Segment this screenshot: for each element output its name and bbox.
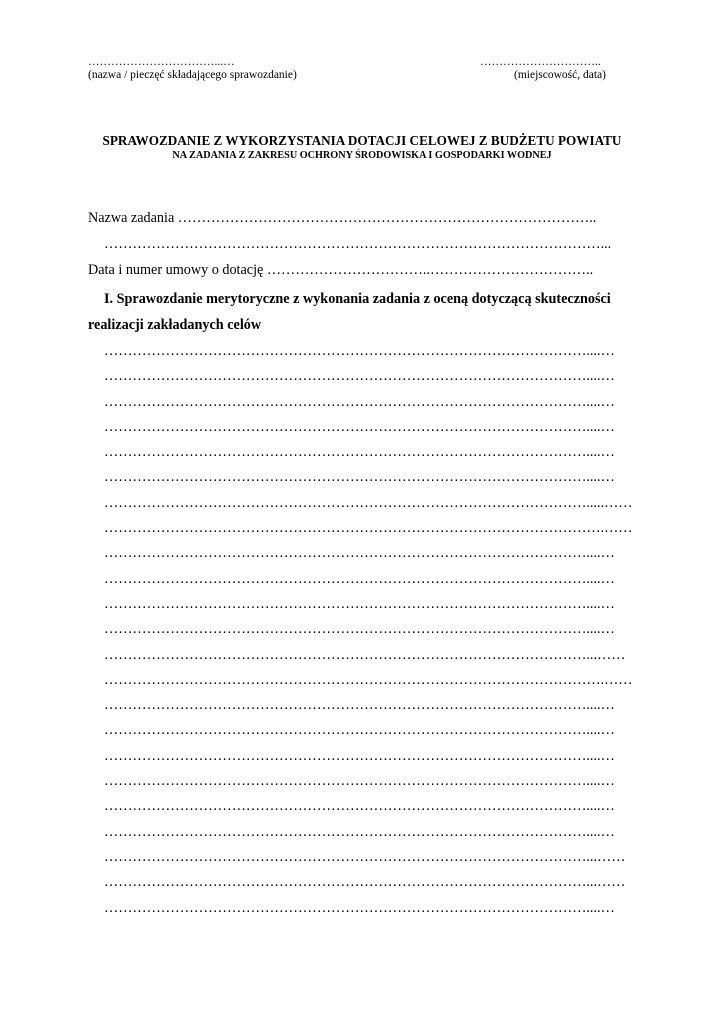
agreement-field[interactable]: Data i numer umowy o dotację ……………………………..…………………………….. bbox=[88, 262, 594, 278]
report-line[interactable]: ………………………………………………………………………………………….....…… bbox=[104, 494, 633, 511]
place-date-dots[interactable]: ………………………….. bbox=[480, 56, 601, 68]
report-line[interactable]: …………………………………………………………………………………………...…… bbox=[104, 646, 626, 663]
report-line[interactable]: …………………………………………………………………………………………....… bbox=[104, 595, 615, 612]
title-main: SPRAWOZDANIE Z WYKORZYSTANIA DOTACJI CELOWEJ Z BUDŻETU POWIATU bbox=[102, 133, 622, 148]
submitter-dots[interactable]: ……………………………...… bbox=[88, 56, 235, 68]
report-line[interactable]: …………………………………………………………………………………………....… bbox=[104, 469, 615, 486]
report-line[interactable]: …………………………………………………………………………………………....… bbox=[104, 545, 615, 562]
report-line[interactable]: …………………………………………………………………………………………....… bbox=[104, 899, 615, 916]
task-name-field[interactable]: Nazwa zadania …………………………………………………………………………….. bbox=[88, 210, 597, 226]
report-line[interactable]: …………………………………………………………………………………………....… bbox=[104, 343, 615, 359]
report-line[interactable]: …………………………………………………………………………………………....… bbox=[104, 773, 615, 790]
task-name-continuation[interactable]: ……………………………………………………………………………………………... bbox=[104, 236, 612, 252]
report-line[interactable]: …………………………………………………………………………………………....… bbox=[104, 418, 615, 435]
place-date-caption: (miejscowość, data) bbox=[514, 69, 606, 81]
report-line[interactable]: …………………………………………………………………………………………....… bbox=[104, 393, 615, 410]
report-line[interactable]: …………………………………………………………………………………………....… bbox=[104, 444, 615, 461]
report-line[interactable]: …………………………………………………………………………………………….…… bbox=[104, 520, 633, 537]
report-line[interactable]: …………………………………………………………………………………………....… bbox=[104, 368, 615, 385]
submitter-caption: (nazwa / pieczęć składającego sprawozdanie) bbox=[88, 69, 297, 81]
report-line[interactable]: …………………………………………………………………………………………....… bbox=[104, 621, 615, 638]
report-lines bbox=[104, 339, 644, 921]
report-line[interactable]: …………………………………………………………………………………………....… bbox=[104, 747, 615, 764]
submitter-field bbox=[88, 56, 348, 82]
place-date-field bbox=[480, 56, 650, 82]
section-heading: I. Sprawozdanie merytoryczne z wykonania zadania z oceną dotyczącą skuteczności realizacji zakładanych celów bbox=[88, 291, 611, 333]
report-line[interactable]: …………………………………………………………………………………………...…… bbox=[104, 874, 626, 891]
report-line[interactable]: …………………………………………………………………………………………....… bbox=[104, 697, 615, 714]
document-title bbox=[88, 133, 636, 162]
report-line[interactable]: …………………………………………………………………………………………....… bbox=[104, 722, 615, 739]
title-sub: NA ZADANIA Z ZAKRESU OCHRONY ŚRODOWISKA I GOSPODARKI WODNEJ bbox=[172, 150, 552, 161]
report-line[interactable]: …………………………………………………………………………………………....… bbox=[104, 823, 615, 840]
report-line[interactable]: …………………………………………………………………………………………...…… bbox=[104, 848, 626, 865]
report-line[interactable]: …………………………………………………………………………………………....… bbox=[104, 798, 615, 815]
report-line[interactable]: …………………………………………………………………………………………....… bbox=[104, 570, 615, 587]
report-line[interactable]: …………………………………………………………………………………………….…… bbox=[104, 671, 633, 688]
